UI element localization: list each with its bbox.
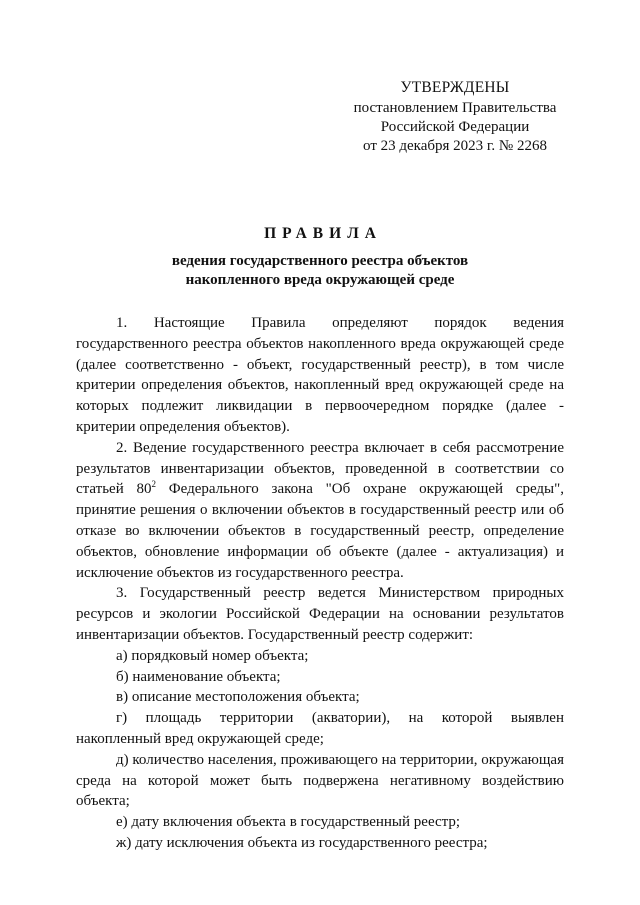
approval-line: постановлением Правительства <box>353 100 557 116</box>
approval-heading: УТВЕРЖДЕНЫ <box>400 79 510 96</box>
approval-line: Российской Федерации <box>380 119 530 135</box>
list-item-zh: ж) дату исключения объекта из государственного реестра; <box>116 834 488 851</box>
title-main: ПРАВИЛА <box>264 225 382 242</box>
list-item-b: б) наименование объекта; <box>116 668 281 685</box>
paragraph-3: 3. Государственный реестр ведется Министерством природных ресурсов и экологии Российской Федерации на основании результатов инвентаризации объектов. Государственный реестр содержит: <box>76 585 564 643</box>
paragraph-2 <box>76 438 564 584</box>
list-item-d: д) количество населения, проживающего на территории, окружающая среда на которой может быть подвержена негативному воздействию объекта; <box>76 751 564 810</box>
paragraph-2-part-a: 2. Ведение государственного реестра включает в себя рассмотрение результатов инвентаризации объектов, проведенной в соответствии со статьей 80 <box>76 439 564 498</box>
title-subtitle: накопленного вреда окружающей среде <box>185 272 455 288</box>
approval-block <box>330 78 580 156</box>
approval-line: от 23 декабря 2023 г. № 2268 <box>363 138 547 154</box>
document-body <box>76 313 564 854</box>
list-item-v: в) описание местоположения объекта; <box>116 689 360 706</box>
list-item-a: а) порядковый номер объекта; <box>116 647 309 664</box>
document-title <box>0 225 640 290</box>
list-item-e: е) дату включения объекта в государственный реестр; <box>116 814 461 831</box>
title-subtitle: ведения государственного реестра объектов <box>171 253 469 269</box>
list-item-g: г) площадь территории (акватории), на которой выявлен накопленный вред окружающей среде; <box>76 710 564 747</box>
superscript: 2 <box>151 479 157 490</box>
paragraph-2-part-b: Федерального закона "Об охране окружающей среды", принятие решения о включении объектов в государственный реестр или об отказе во включении объектов в государственный реестр, определение объектов, обновление информации об объекте (далее - актуализация) и исключение объектов из государственного реестра. <box>76 481 564 581</box>
paragraph-1: 1. Настоящие Правила определяют порядок ведения государственного реестра объектов накопленного вреда окружающей среде (далее соответственно - объект, государственный реестр), в том числе критерии определения объектов, накопленный вред окружающей среде на которых подлежит ликвидации в первоочередном порядке (далее - критерии определения объектов). <box>76 315 564 435</box>
